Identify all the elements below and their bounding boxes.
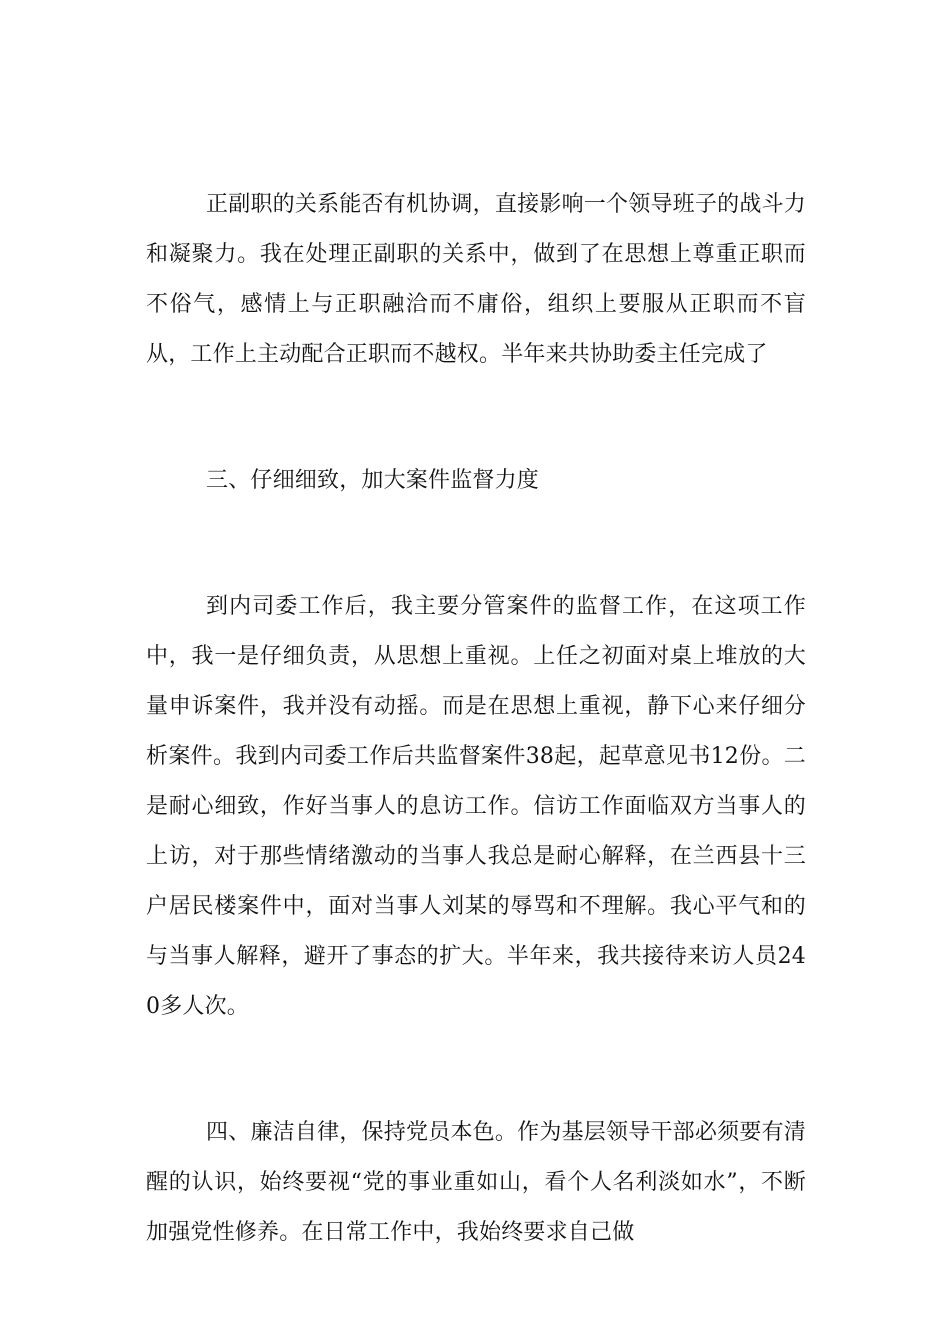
paragraph-integrity: 四、廉洁自律，保持党员本色。作为基层领导干部必须要有清醒的认识，始终要视“党的事业重如山，看个人名利淡如水”，不断加强党性修养。在日常工作中，我始终要求自己做 [146, 1120, 806, 1245]
document-body [146, 180, 806, 1258]
paragraph-spacer [146, 506, 806, 582]
section-heading-case-supervision: 三、仔细细致，加大案件监督力度 [206, 468, 540, 493]
paragraph-spacer [146, 1032, 806, 1108]
paragraph-deputy-relations: 正副职的关系能否有机协调，直接影响一个领导班子的战斗力和凝聚力。我在处理正副职的关系中，做到了在思想上尊重正职而不俗气，感情上与正职融洽而不庸俗，组织上要服从正职而不盲从，工作上主动配合正职而不越权。半年来共协助委主任完成了 [146, 192, 806, 367]
paragraph-spacer [146, 380, 806, 456]
paragraph-case-supervision: 到内司委工作后，我主要分管案件的监督工作，在这项工作中，我一是仔细负责，从思想上重视。上任之初面对桌上堆放的大量申诉案件，我并没有动摇。而是在思想上重视，静下心来仔细分析案件。我到内司委工作后共监督案件38起，起草意见书12份。二是耐心细致，作好当事人的息访工作。信访工作面临双方当事人的上访，对于那些情绪激动的当事人我总是耐心解释，在兰西县十三户居民楼案件中，面对当事人刘某的辱骂和不理解。我心平气和的与当事人解释，避开了事态的扩大。半年来，我共接待来访人员240多人次。 [146, 594, 806, 1019]
